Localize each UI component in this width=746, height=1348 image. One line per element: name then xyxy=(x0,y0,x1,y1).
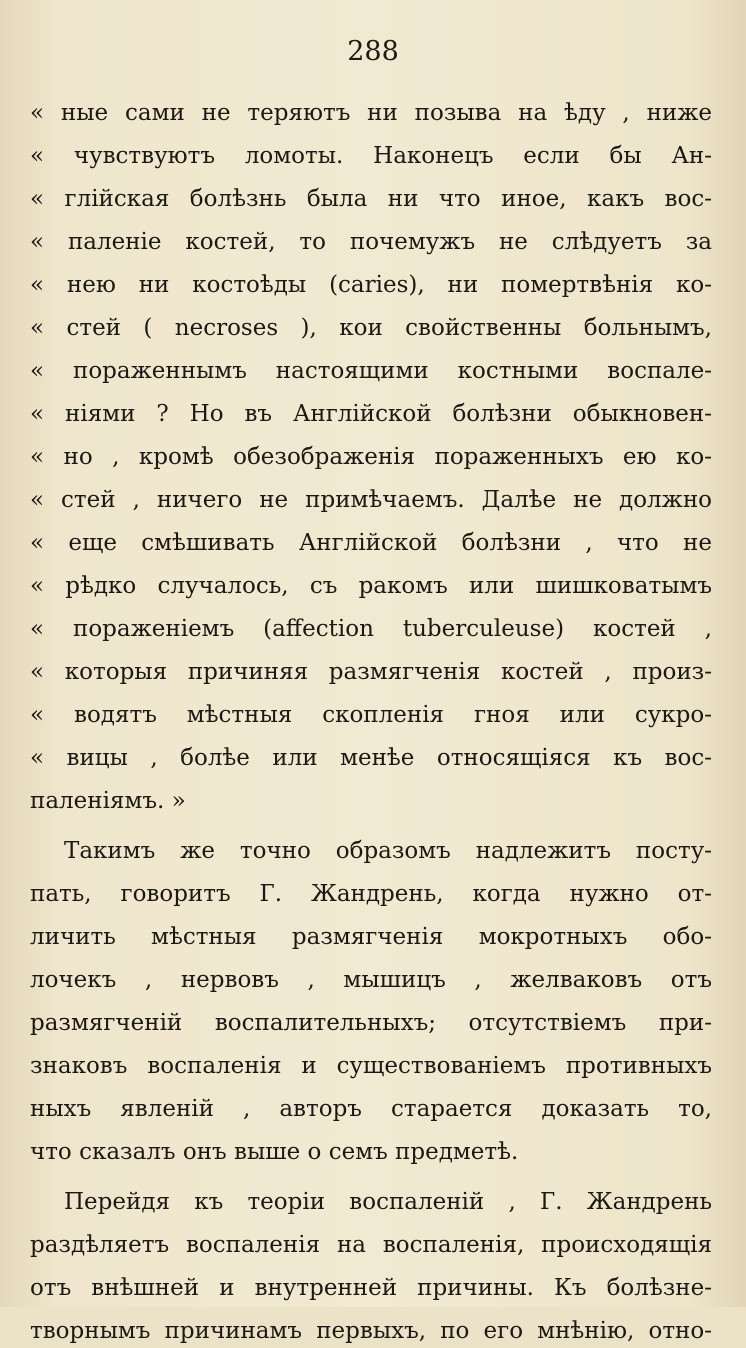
text-line: « нею ни костоѣды (caries), ни помертвѣнія ко- xyxy=(30,272,712,298)
text-line: пать, говоритъ Г. Жандрень, когда нужно от- xyxy=(30,881,712,907)
page-number: 288 xyxy=(347,36,399,67)
text-line: « вицы , болѣе или менѣе относящіяся къ вос- xyxy=(30,745,712,771)
paragraph-first-line: Такимъ же точно образомъ надлежитъ посту- xyxy=(64,838,712,864)
text-line: « стей , ничего не примѣчаемъ. Далѣе не должно xyxy=(30,487,712,513)
text-line: лочекъ , нервовъ , мышицъ , желваковъ отъ xyxy=(30,967,712,993)
text-line: « паленіе костей, то почемужъ не слѣдуетъ за xyxy=(30,229,712,255)
text-line: « ные сами не теряютъ ни позыва на ѣду , ниже xyxy=(30,100,712,126)
text-line: паленіямъ. » xyxy=(30,788,186,814)
text-line: « стей ( necroses ), кои свойственны больнымъ, xyxy=(30,315,712,341)
text-line: личить мѣстныя размягченія мокротныхъ обо- xyxy=(30,924,712,950)
text-line: раздѣляетъ воспаленія на воспаленія, происходящія xyxy=(30,1232,712,1258)
text-line: « ніями ? Но въ Англійской болѣзни обыкновен- xyxy=(30,401,712,427)
text-line: ныхъ явленій , авторъ старается доказать то, xyxy=(30,1096,712,1122)
text-line: что сказалъ онъ выше о семъ предметѣ. xyxy=(30,1139,519,1165)
text-line: размягченій воспалительныхъ; отсутствіемъ при- xyxy=(30,1010,712,1036)
text-line: « чувствуютъ ломоты. Наконецъ если бы Ан- xyxy=(30,143,712,169)
text-line: « пораженіемъ (affection tuberculeuse) костей , xyxy=(30,616,712,642)
paragraph-first-line: Перейдя къ теоріи воспаленій , Г. Жандрень xyxy=(64,1189,712,1215)
text-line: отъ внѣшней и внутренней причины. Къ болѣзне- xyxy=(30,1275,712,1301)
text-line: знаковъ воспаленія и существованіемъ противныхъ xyxy=(30,1053,712,1079)
text-line: « которыя причиняя размягченія костей , произ- xyxy=(30,659,712,685)
text-line: « но , кромѣ обезображенія пораженныхъ ею ко- xyxy=(30,444,712,470)
text-line: « рѣдко случалось, съ ракомъ или шишковатымъ xyxy=(30,573,712,599)
text-line: « глійская болѣзнь была ни что иное, какъ вос- xyxy=(30,186,712,212)
text-line: творнымъ причинамъ первыхъ, по его мнѣнію, отно- xyxy=(30,1318,712,1344)
text-line: « пораженнымъ настоящими костными воспале- xyxy=(30,358,712,384)
text-line: « еще смѣшивать Англійской болѣзни , что не xyxy=(30,530,712,556)
text-line: « водятъ мѣстныя скопленія гноя или сукро- xyxy=(30,702,712,728)
